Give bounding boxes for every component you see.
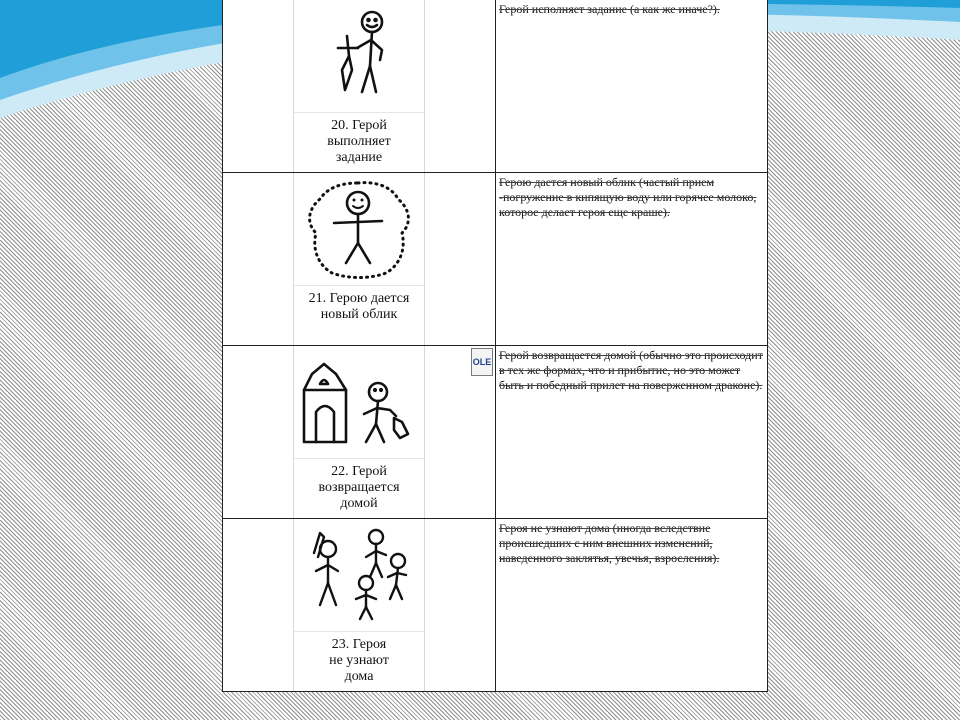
caption-line: выполняет <box>327 134 391 149</box>
table-row <box>223 519 767 692</box>
hero-new-look-illustration <box>294 177 424 281</box>
caption-separator <box>294 112 424 113</box>
caption-line: домой <box>340 496 378 511</box>
morphology-table <box>222 0 768 692</box>
illustration-caption <box>294 637 424 685</box>
caption-line: задание <box>335 150 383 165</box>
function-description: Героя не узнают дома (иногда вследствие происшедших с ним внешних изменений, наведенного заклятья, увечья, взросления). <box>499 521 720 565</box>
illustration-caption <box>294 464 424 512</box>
function-description: Герою дается новый облик (частый прием -погружение в кипящую воду или горячее молоко, которое делает героя еще краше). <box>499 175 757 219</box>
table-row <box>223 0 767 173</box>
function-description: Герой исполняет задание (а как же иначе?). <box>499 2 720 16</box>
caption-line: 21. Герою дается <box>308 291 410 306</box>
hero-with-sword-illustration <box>294 4 424 108</box>
hero-returns-home-illustration <box>294 350 424 454</box>
caption-line: 23. Героя <box>331 637 387 652</box>
caption-separator <box>294 458 424 459</box>
hero-not-recognized-illustration <box>294 523 424 627</box>
function-description: Герой возвращается домой (обычно это происходит в тех же формах, что и прибытие, но это может быть и победный прилет на поверженном драконе). <box>499 348 763 392</box>
table-row <box>223 173 767 346</box>
caption-line: 20. Герой <box>331 118 387 133</box>
illustration-cell <box>293 519 425 691</box>
caption-line: новый облик <box>320 307 398 322</box>
illustration-caption <box>294 118 424 166</box>
caption-line: дома <box>344 669 374 684</box>
table-row <box>223 346 767 519</box>
illustration-caption <box>294 291 424 323</box>
caption-line: 22. Герой <box>331 464 387 479</box>
illustration-cell <box>293 173 425 345</box>
ole-object-icon[interactable]: OLE <box>471 348 493 376</box>
caption-separator <box>294 631 424 632</box>
illustration-cell <box>293 0 425 172</box>
caption-line: возвращается <box>318 480 400 495</box>
caption-line: не узнают <box>329 653 389 668</box>
illustration-cell <box>293 346 425 518</box>
caption-separator <box>294 285 424 286</box>
